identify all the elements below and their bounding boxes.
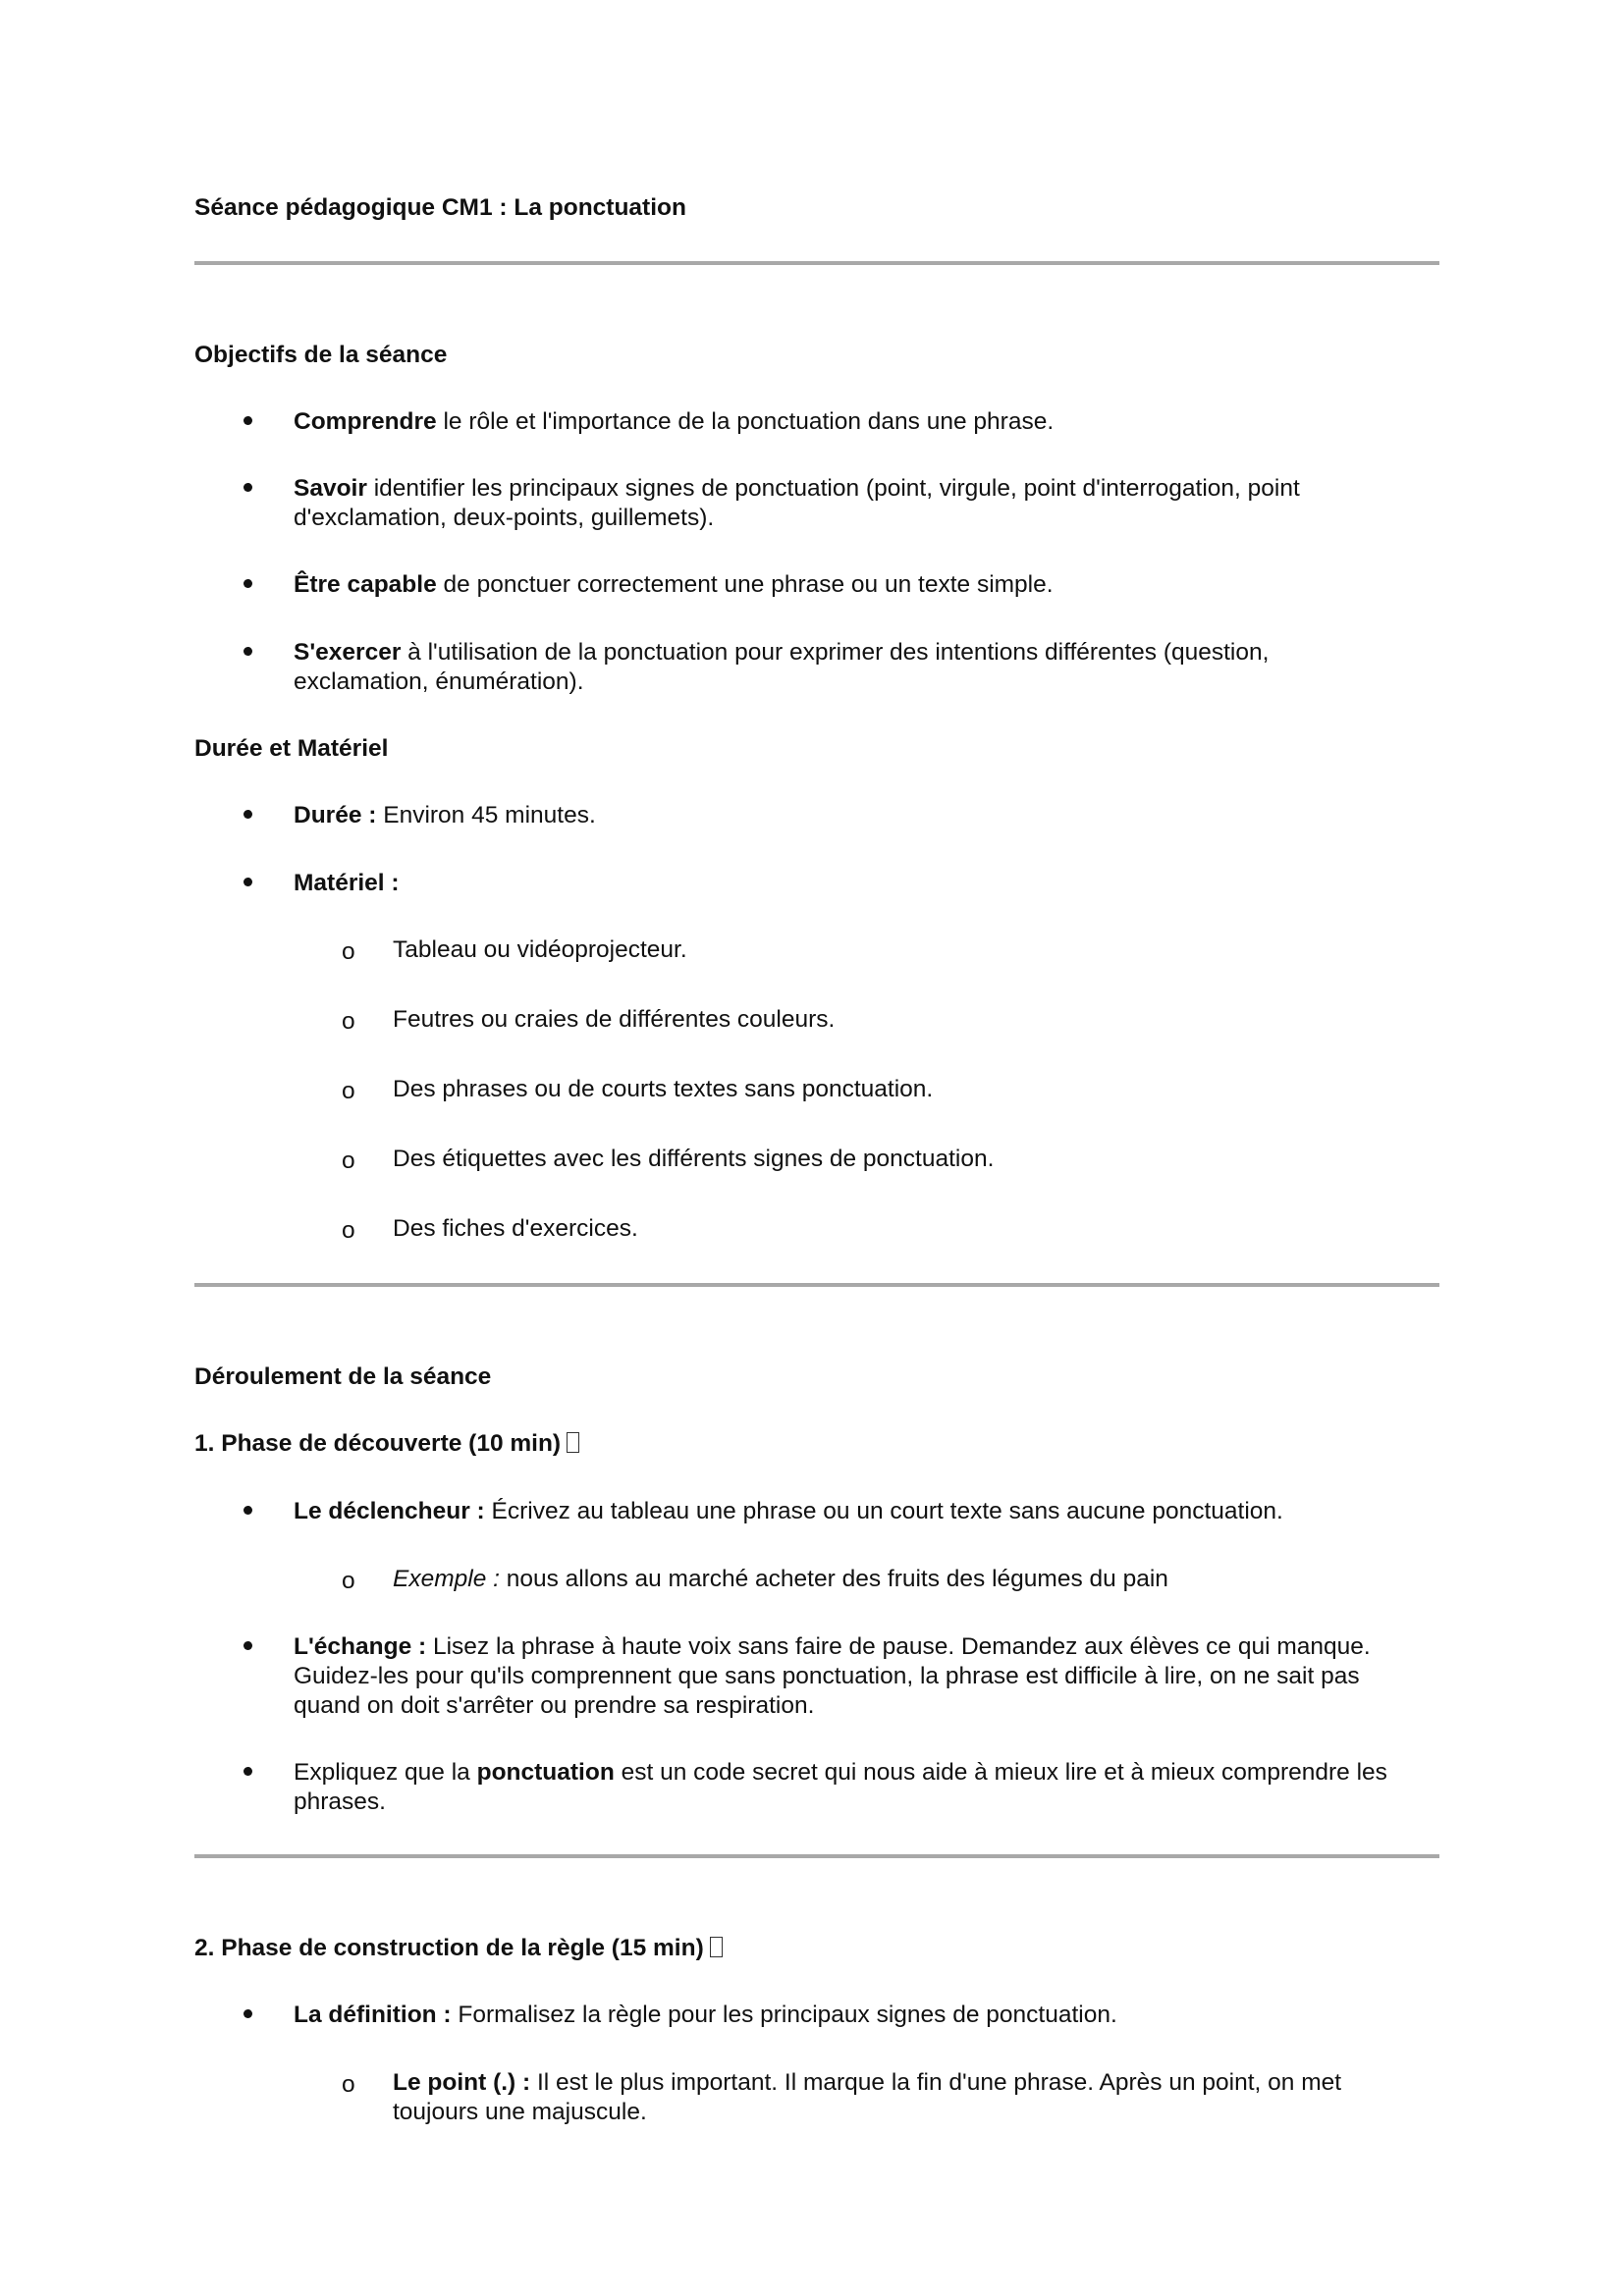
list-item (294, 638, 1439, 697)
bullet-icon (244, 483, 252, 492)
item-text-continued: d'exclamation, deux-points, guillemets). (294, 505, 715, 531)
bullet-icon (244, 1506, 252, 1515)
item-text-continued: Guidez-les pour qu'ils comprennent que sans ponctuation, la phrase est difficile à lire, on ne sait pas (294, 1663, 1360, 1689)
sub-bullet-icon: o (342, 1078, 355, 1104)
bullet-icon (244, 579, 252, 588)
sub-list-item: Tableau ou vidéoprojecteur. (393, 936, 687, 963)
item-bold: Matériel : (294, 870, 400, 896)
bullet-icon (244, 810, 252, 819)
sub-list-item: Feutres ou craies de différentes couleurs. (393, 1006, 836, 1033)
sub-bullet-icon: o (342, 2071, 355, 2098)
item-text: identifier les principaux signes de ponctuation (point, virgule, point d'interrogation, point (366, 475, 1300, 502)
section-heading-objectifs: Objectifs de la séance (194, 342, 448, 368)
item-text: Écrivez au tableau une phrase ou un court texte sans aucune ponctuation. (484, 1498, 1283, 1524)
item-text-continued: exclamation, énumération). (294, 668, 584, 695)
list-item (294, 1497, 1439, 1526)
item-text: est un code secret qui nous aide à mieux lire et à mieux comprendre les (614, 1759, 1387, 1786)
phase2-heading (194, 1934, 723, 1963)
item-bold: Être capable (294, 571, 437, 598)
example-label: Exemple : (393, 1566, 500, 1592)
item-text-continued: toujours une majuscule. (393, 2099, 647, 2125)
list-item (294, 2001, 1439, 2030)
list-item (294, 474, 1439, 533)
sub-bullet-icon: o (342, 1008, 355, 1035)
list-item (294, 1758, 1439, 1817)
list-item (294, 570, 1439, 600)
item-text: Lisez la phrase à haute voix sans faire de pause. Demandez aux élèves ce qui manque. (426, 1633, 1371, 1660)
item-text: Expliquez que la (294, 1759, 477, 1786)
bullet-icon (244, 416, 252, 425)
item-text: le rôle et l'importance de la ponctuation dans une phrase. (436, 408, 1055, 435)
list-item (294, 1632, 1439, 1721)
example-text: nous allons au marché acheter des fruits des légumes du pain (499, 1566, 1168, 1592)
sub-list-item: Des fiches d'exercices. (393, 1215, 638, 1242)
list-item-duree (294, 801, 1439, 830)
item-text: Il est le plus important. Il marque la fin d'une phrase. Après un point, on met (530, 2069, 1342, 2096)
bullet-icon (244, 878, 252, 886)
sub-bullet-icon: o (342, 938, 355, 965)
bullet-icon (244, 1767, 252, 1776)
item-bold: ponctuation (476, 1759, 615, 1786)
phase2-heading-text: 2. Phase de construction de la règle (15 min) (194, 1935, 704, 1961)
item-bold: L'échange : (294, 1633, 427, 1660)
bullet-icon (244, 647, 252, 656)
item-bold: S'exercer (294, 639, 402, 666)
section-heading-deroulement: Déroulement de la séance (194, 1363, 492, 1390)
sub-bullet-icon: o (342, 1217, 355, 1244)
section-heading-duree: Durée et Matériel (194, 735, 389, 762)
phase1-heading-text: 1. Phase de découverte (10 min) (194, 1430, 562, 1457)
missing-glyph-icon (567, 1432, 579, 1453)
example-item (393, 1565, 1439, 1594)
bullet-icon (244, 1641, 252, 1650)
missing-glyph-icon (710, 1937, 723, 1957)
divider (194, 1283, 1439, 1287)
sub-list-item: Des étiquettes avec les différents signes de ponctuation. (393, 1146, 995, 1172)
divider (194, 1854, 1439, 1858)
phase1-heading (194, 1429, 579, 1459)
item-text: Environ 45 minutes. (376, 802, 596, 828)
item-text-continued: phrases. (294, 1789, 386, 1815)
document-title: Séance pédagogique CM1 : La ponctuation (194, 194, 686, 221)
item-text: de ponctuer correctement une phrase ou un texte simple. (436, 571, 1054, 598)
item-bold: Comprendre (294, 408, 437, 435)
sub-bullet-icon: o (342, 1568, 355, 1594)
item-text-continued: quand on doit s'arrêter ou prendre sa respiration. (294, 1692, 815, 1719)
item-bold: Le déclencheur : (294, 1498, 485, 1524)
sub-list-item: Des phrases ou de courts textes sans ponctuation. (393, 1076, 934, 1102)
sub-list-item (393, 2068, 1439, 2127)
list-item (294, 407, 1439, 437)
item-bold: Le point (.) : (393, 2069, 531, 2096)
item-bold: Durée : (294, 802, 377, 828)
item-text: Formalisez la règle pour les principaux signes de ponctuation. (451, 2002, 1117, 2028)
item-bold: La définition : (294, 2002, 452, 2028)
sub-bullet-icon: o (342, 1148, 355, 1174)
bullet-icon (244, 2009, 252, 2018)
divider (194, 261, 1439, 265)
list-item-materiel (294, 869, 1439, 898)
item-text: à l'utilisation de la ponctuation pour exprimer des intentions différentes (question, (401, 639, 1270, 666)
item-bold: Savoir (294, 475, 367, 502)
